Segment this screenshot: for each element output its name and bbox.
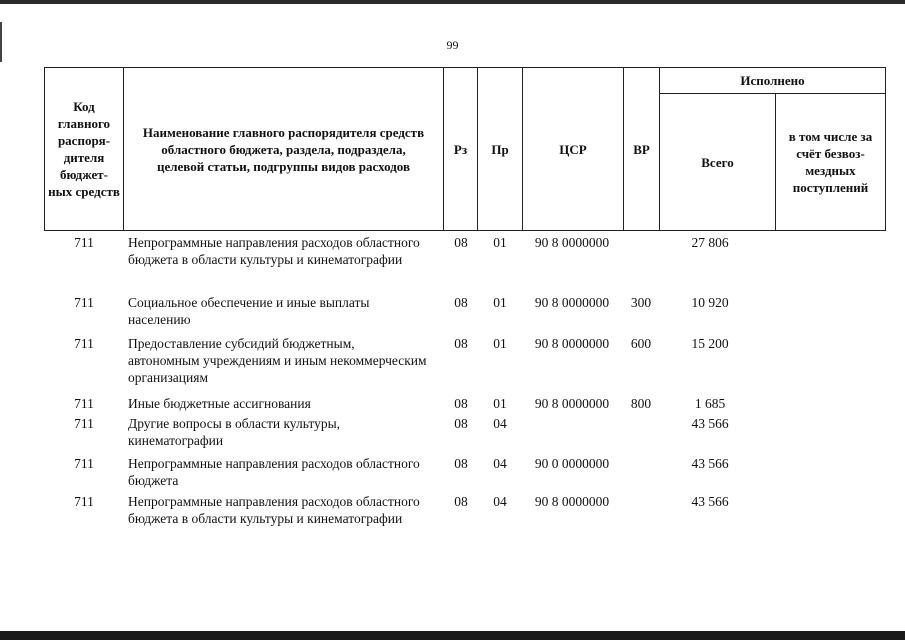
cell-code: 711 <box>74 456 94 471</box>
header-total: Всего <box>701 154 734 170</box>
table-header <box>44 67 886 231</box>
cell-total: 10 920 <box>691 295 729 310</box>
cell-total: 43 566 <box>691 494 729 509</box>
cell-total: 27 806 <box>691 235 729 250</box>
cell-vr: 300 <box>630 295 652 310</box>
header-code: Код главного распоря-дителя бюджет-ных средств <box>48 99 120 199</box>
cell-vr: 600 <box>630 336 652 351</box>
header-vr: ВР <box>633 141 650 157</box>
cell-rz: 08 <box>454 396 468 411</box>
header-csr: ЦСР <box>559 141 587 157</box>
header-name: Наименование главного распорядителя средств областного бюджета, раздела, подраздела, целевой статьи, подгруппы видов расходов <box>142 124 425 174</box>
cell-total: 43 566 <box>691 416 729 431</box>
cell-name: Непрограммные направления расходов областного бюджета <box>128 456 420 488</box>
cell-name: Предоставление субсидий бюджетным, автономным учреждениям и иным некоммерческим организациям <box>128 336 427 385</box>
cell-csr: 90 8 0000000 <box>534 336 610 351</box>
cell-name: Непрограммные направления расходов областного бюджета в области культуры и кинематографии <box>128 494 420 526</box>
cell-code: 711 <box>74 494 94 509</box>
cell-total: 15 200 <box>691 336 729 351</box>
scan-top-edge <box>0 0 905 4</box>
cell-name: Социальное обеспечение и иные выплаты населению <box>128 295 370 327</box>
cell-rz: 08 <box>454 295 468 310</box>
cell-pr: 04 <box>493 494 507 509</box>
header-executed: Исполнено <box>740 73 805 88</box>
cell-code: 711 <box>74 295 94 310</box>
cell-rz: 08 <box>454 416 468 431</box>
cell-total: 1 685 <box>694 396 726 411</box>
cell-code: 711 <box>74 396 94 411</box>
cell-pr: 01 <box>493 336 507 351</box>
cell-name: Иные бюджетные ассигнования <box>128 396 311 411</box>
cell-code: 711 <box>74 235 94 250</box>
cell-code: 711 <box>74 336 94 351</box>
cell-code: 711 <box>74 416 94 431</box>
cell-rz: 08 <box>454 235 468 250</box>
scan-bottom-edge <box>0 631 905 640</box>
cell-csr: 90 8 0000000 <box>534 295 610 310</box>
cell-pr: 01 <box>493 235 507 250</box>
header-gratuitous: в том числе за счёт безвоз-мездных поступлений <box>788 129 873 195</box>
cell-pr: 01 <box>493 295 507 310</box>
cell-csr: 90 8 0000000 <box>534 494 610 509</box>
header-rz: Рз <box>453 141 468 157</box>
header-pr: Пр <box>491 141 509 157</box>
cell-name: Другие вопросы в области культуры, кинематографии <box>128 416 341 448</box>
cell-rz: 08 <box>454 456 468 471</box>
cell-vr: 800 <box>630 396 652 411</box>
cell-pr: 01 <box>493 396 507 411</box>
cell-total: 43 566 <box>691 456 729 471</box>
cell-rz: 08 <box>454 494 468 509</box>
cell-csr: 90 8 0000000 <box>534 235 610 250</box>
cell-pr: 04 <box>493 416 507 431</box>
cell-pr: 04 <box>493 456 507 471</box>
page-number: 99 <box>446 38 459 52</box>
cell-name: Непрограммные направления расходов областного бюджета в области культуры и кинематографии <box>128 235 420 267</box>
cell-csr: 90 8 0000000 <box>534 396 610 411</box>
cell-rz: 08 <box>454 336 468 351</box>
cell-csr: 90 0 0000000 <box>534 456 610 471</box>
